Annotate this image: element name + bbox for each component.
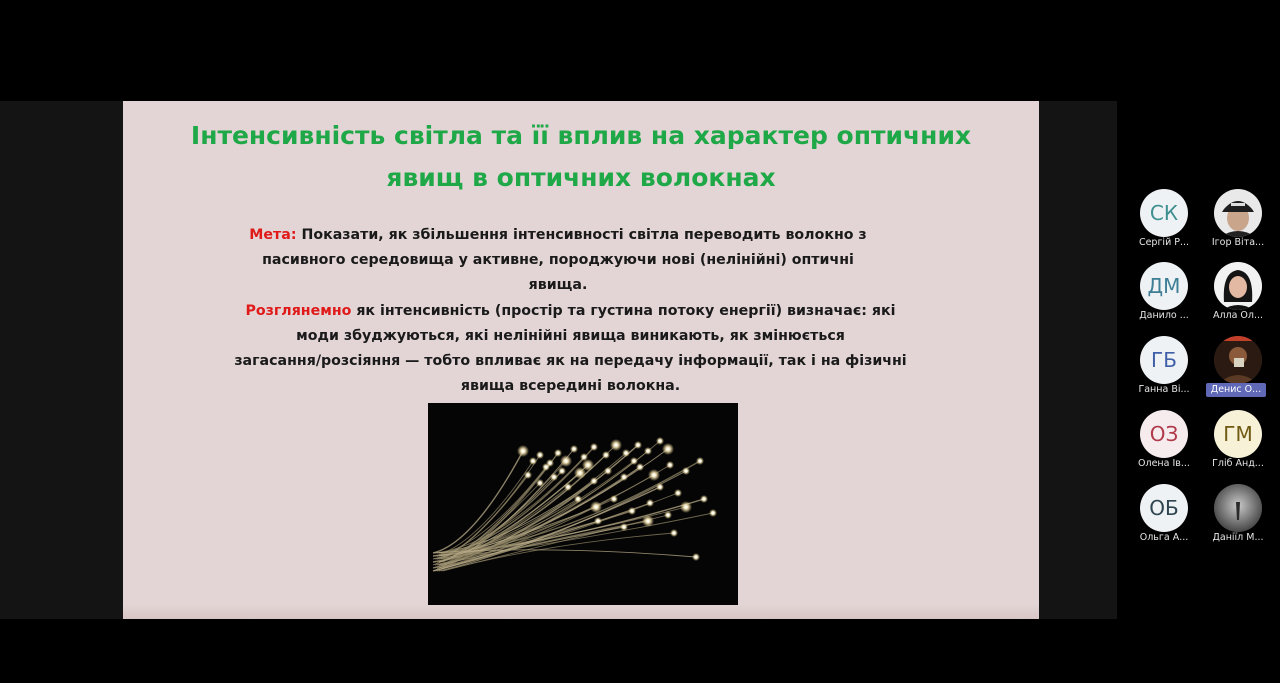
participant-initials: ГМ [1223, 422, 1253, 446]
person-woman-photo [1214, 262, 1262, 310]
participant-initials: ОБ [1149, 496, 1179, 520]
slide-title-line-2: явищ в оптичних волокнах [386, 163, 776, 192]
participant-initials-avatar [1140, 262, 1188, 310]
person-poster-photo [1214, 336, 1262, 384]
participant-tile[interactable] [1127, 410, 1201, 478]
slide-title-line-1: Інтенсивність світла та її вплив на характер оптичних [190, 121, 972, 150]
participant-initials-avatar [1140, 189, 1188, 237]
consider-text-3: загасання/розсіяння — тобто впливає як на передачу інформації, так і на фізичні [234, 353, 907, 369]
participant-tile[interactable] [1127, 262, 1201, 330]
participant-name: Ганна Ві... [1138, 384, 1190, 395]
participant-name: Алла Ол... [1212, 310, 1264, 321]
consider-text-4: явища всередині волокна. [460, 378, 681, 394]
slide-bottom-edge [123, 605, 1039, 619]
person-dark-photo [1214, 484, 1262, 532]
participant-tile[interactable] [1201, 410, 1275, 478]
participant-name: Олена Ів... [1138, 458, 1190, 469]
participant-initials: ДМ [1147, 274, 1181, 298]
participant-initials-avatar [1140, 410, 1188, 458]
goal-paragraph [233, 223, 883, 298]
participant-tile[interactable] [1127, 189, 1201, 257]
person-cap-photo [1214, 189, 1262, 237]
participant-initials: ОЗ [1149, 422, 1179, 446]
consider-label: Розглянемно [245, 303, 352, 319]
participant-initials-avatar [1140, 484, 1188, 532]
participant-tile[interactable] [1201, 189, 1275, 257]
participant-name: Ольга А... [1139, 532, 1189, 543]
participant-name: Ігор Віта... [1211, 237, 1265, 248]
consider-paragraph [233, 299, 908, 399]
presentation-slide [123, 101, 1039, 619]
goal-text-1: Показати, як збільшення інтенсивності світла переводить волокно з [296, 227, 867, 243]
fiber-optic-photo [428, 403, 738, 608]
participant-name: Гліб Анд... [1212, 458, 1264, 469]
goal-label: Мета: [249, 227, 297, 243]
consider-text-1: як інтенсивність (простір та густина потоку енергії) визначає: які [351, 303, 896, 319]
participant-tile[interactable] [1201, 336, 1275, 404]
participant-initials-avatar [1140, 336, 1188, 384]
participant-tile[interactable] [1201, 262, 1275, 330]
participant-initials: ГБ [1151, 348, 1177, 372]
participant-name: Данило ... [1139, 310, 1189, 321]
participants-panel [1117, 101, 1280, 619]
participant-initials: СК [1149, 201, 1179, 225]
participant-name: Сергій Р... [1138, 237, 1190, 248]
participant-tile[interactable] [1127, 484, 1201, 552]
slide-title [123, 115, 1039, 199]
consider-text-2: моди збуджуються, які нелінійні явища виникають, як змінюється [296, 328, 845, 344]
participant-name: Денис О... [1206, 383, 1266, 397]
participant-initials-avatar [1214, 410, 1262, 458]
participant-name: Даніїл М... [1212, 532, 1264, 543]
goal-text-2: пасивного середовища у активне, породжуючи нові (нелінійні) оптичні явища. [262, 252, 854, 293]
participant-tile[interactable] [1201, 484, 1275, 552]
participant-tile[interactable] [1127, 336, 1201, 404]
